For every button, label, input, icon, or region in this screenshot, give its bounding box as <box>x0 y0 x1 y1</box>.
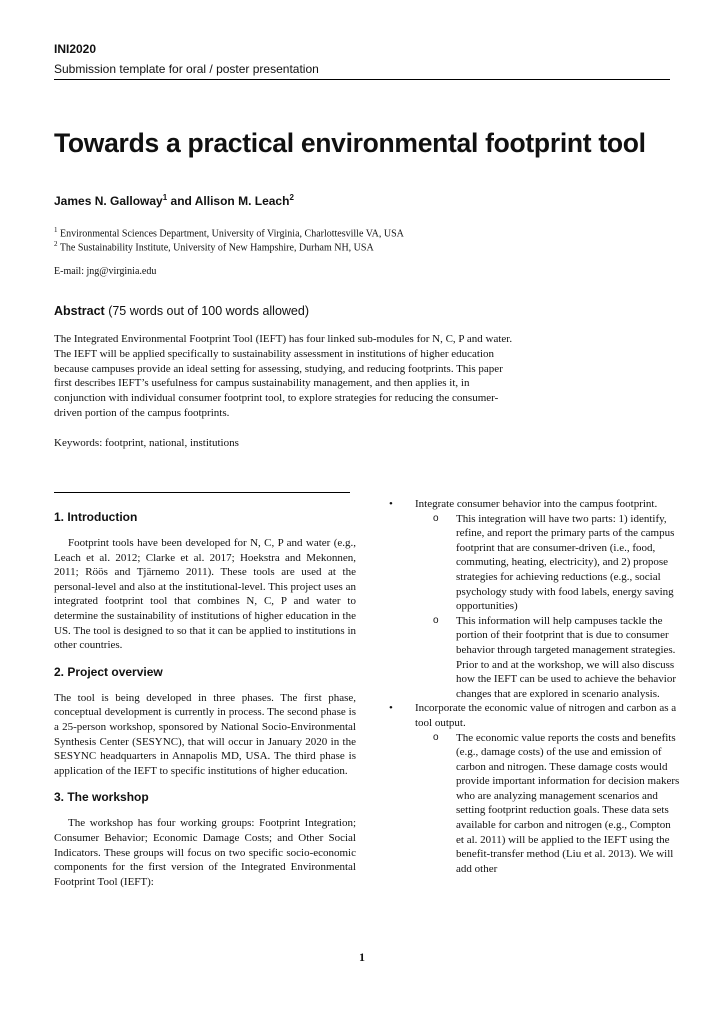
bullet-marker: • <box>389 702 393 715</box>
section-heading: 3. The workshop <box>54 790 149 805</box>
conference-name: INI2020 <box>54 42 97 56</box>
sub-bullet-marker: o <box>433 731 439 743</box>
section-paragraph: The workshop has four working groups: Footprint Integration; Consumer Behavior; Economic Damage Costs; and Other Social Indicators. These groups will focus on two specific socio-economic components for the first version of the Integrated Environmental Footprint Tool (IEFT): <box>54 817 356 888</box>
author-name: Allison M. Leach <box>194 194 290 208</box>
affiliation <box>54 240 374 253</box>
section-paragraph: The tool is being developed in three phases. The first phase, conceptual development is currently in process. The second phase is a 25-person workshop, sponsored by National Socio-Environmental Synthesis Center (SESYNC), that will occur in January 2020 in the SESYNC headquarters in Annapolis MD, USA. The third phase is application of the IEFT to specific institutions of higher education. <box>54 691 356 777</box>
affiliation-mark: 1 <box>54 226 58 234</box>
bullet-marker: • <box>389 498 393 510</box>
bullet-item <box>389 497 681 512</box>
section-paragraph: Footprint tools have been developed for N, C, P and water (e.g., Leach et al. 2012; Clarke et al. 2017; Hoekstra and Mekonnen, 2011; Röös and Tjärnemo 2011). These tools are used at the personal-level and also at the institutional-level. This project uses an integrated footprint tool that combines N, C, P and water to determine the sustainability of institutions of higher education in the US. The tool is designed to so that it can be applied to institutions in other countries. <box>54 537 356 652</box>
right-column <box>389 497 681 876</box>
author-joiner: and <box>167 194 195 208</box>
page-number: 1 <box>359 950 365 964</box>
section-heading: 2. Project overview <box>54 664 163 679</box>
header-rule <box>54 79 670 80</box>
abstract-word-count: (75 words out of 100 words allowed) <box>104 304 309 318</box>
author-name: James N. Galloway <box>54 194 163 208</box>
sub-bullet-item <box>389 512 681 614</box>
author-line <box>54 193 294 208</box>
abstract-body: The Integrated Environmental Footprint Tool (IEFT) has four linked sub-modules for N, C, P and water. The IEFT will be applied specifically to sustainability assessment in institutions of higher education because campuses provide an ideal setting for assessing, studying, and reducing footprints. This paper first describes IEFT’s usefulness for campus sustainability management, and then applies it, in conjunction with individual consumer footprint tool, to explore strategies for reducing the consumer-driven portion of the campus footprints. <box>54 333 513 419</box>
sub-bullet-marker: o <box>433 614 439 626</box>
section-separator <box>54 492 350 493</box>
abstract-heading <box>54 304 309 318</box>
keywords: Keywords: footprint, national, institutions <box>54 437 239 449</box>
sub-bullet-item <box>389 614 681 702</box>
bullet-text: Incorporate the economic value of nitrogen and carbon as a tool output. <box>415 702 677 729</box>
author-affiliation-mark: 1 <box>162 193 168 202</box>
sub-bullet-text: The economic value reports the costs and benefits (e.g., damage costs) of the use and emission of carbon and nitrogen. These damage costs would provide important information for decision makers who are analyzing management scenarios and setting footprint reduction goals. These data sets available for carbon and nitrogen (e.g., Compton et al. 2011) will be applied to the IEFT using the benefit-transfer method (Liu et al. 2013). We will add other <box>456 731 680 875</box>
bullet-item <box>389 701 681 730</box>
sub-bullet-item <box>389 731 681 877</box>
contact-email: E-mail: jng@virginia.edu <box>54 266 157 277</box>
affiliation-text: The Sustainability Institute, University of New Hampshire, Durham NH, USA <box>59 242 374 254</box>
left-column <box>54 510 356 901</box>
sub-bullet-text: This integration will have two parts: 1) identify, refine, and report the primary parts of the campus footprint that are consumer-driven (i.e., food, commuting, heating, electricity), and 2) propose strategies for achieving reductions (e.g., social psychology study with food labels, energy saving opportunities) <box>456 512 675 613</box>
bullet-text: Integrate consumer behavior into the campus footprint. <box>415 498 658 510</box>
affiliation-mark: 2 <box>54 240 58 248</box>
abstract-title: Abstract <box>54 304 105 318</box>
sub-bullet-marker: o <box>433 512 439 524</box>
header-subtitle: Submission template for oral / poster presentation <box>54 62 319 76</box>
affiliation <box>54 226 404 239</box>
sub-bullet-text: This information will help campuses tackle the portion of their footprint that is due to consumer behavior through targeted management strategies. Prior to and at the workshop, we will also discuss how the IEFT can be used to achieve the behavior changes that are explored in scenario analysis. <box>456 614 677 700</box>
paper-title: Towards a practical environmental footprint tool <box>54 128 646 158</box>
section-heading: 1. Introduction <box>54 510 138 524</box>
author-affiliation-mark: 2 <box>289 193 294 202</box>
affiliation-text: Environmental Sciences Department, University of Virginia, Charlottesville VA, USA <box>60 228 404 240</box>
